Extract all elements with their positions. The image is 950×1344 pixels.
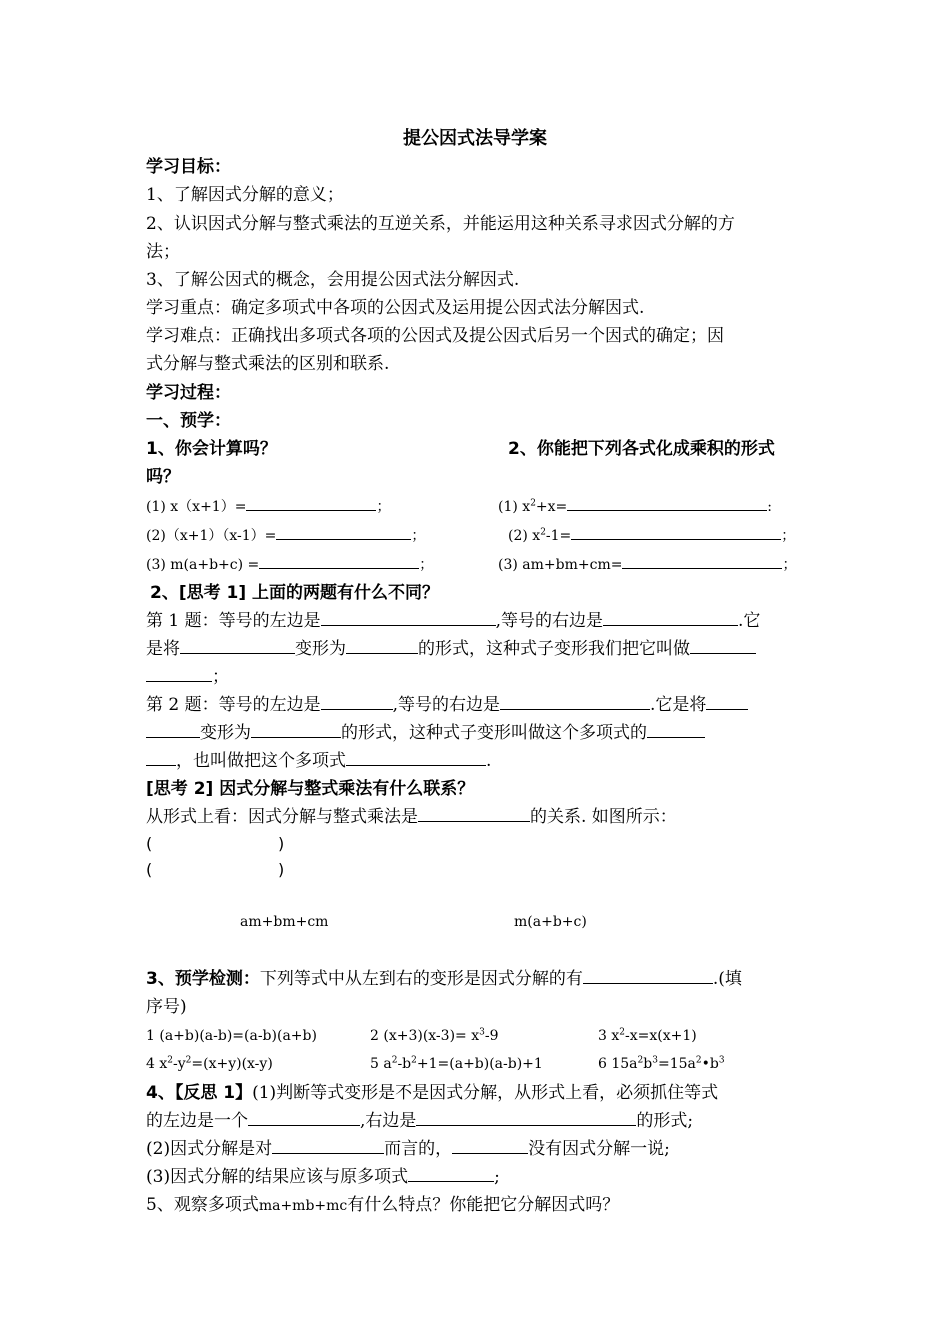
question-2: 2、你能把下列各式化成乘积的形式 — [508, 439, 775, 459]
check-ex-6: 6 $15a^2b^3=15a^2•b^3$ — [598, 1055, 725, 1072]
question-2-cont: 吗？ — [146, 467, 180, 487]
calc-item-1: (1) x（x+1）= ； — [146, 496, 390, 517]
factor-item-2: (2) $x^2-1=$ ； — [508, 525, 795, 546]
reflect-line-3: (2)因式分解是对 而言的， 没有因式分解一说; — [146, 1139, 670, 1159]
page-title: 提公因式法导学案 — [403, 128, 547, 149]
think-1: 2、[思考 1] 上面的两题有什么不同？ — [150, 583, 440, 603]
blank[interactable] — [259, 554, 419, 569]
check-ex-5: 5 $a^2-b^2+1=(a+b)(a-b)+1$ — [370, 1055, 543, 1072]
question-1: 1、你会计算吗？ — [146, 439, 277, 459]
paren-open: ( — [146, 860, 153, 879]
blank[interactable] — [408, 1167, 494, 1182]
relation-line: 从形式上看：因式分解与整式乘法是 的关系. 如图所示： — [146, 807, 677, 827]
blank[interactable] — [418, 807, 530, 822]
difficulty-line-2: 式分解与整式乘法的区别和联系. — [146, 354, 390, 374]
key-point: 学习重点：确定多项式中各项的公因式及运用提公因式法分解因式. — [146, 298, 645, 318]
blank[interactable] — [346, 751, 486, 766]
check-line-cont: 序号) — [146, 997, 187, 1017]
think-1-line-2: 是将 变形为 的形式，这种式子变形我们把它叫做 — [146, 638, 756, 660]
blank[interactable] — [647, 723, 705, 738]
process-heading: 学习过程： — [146, 383, 231, 403]
blank[interactable] — [416, 1111, 636, 1126]
question-5: 5、观察多项式ma+mb+mc有什么特点？你能把它分解因式吗？ — [146, 1195, 620, 1215]
think-2-line-2: 变形为 的形式，这种式子变形叫做这个多项式的 — [146, 722, 705, 744]
difficulty-line-1: 学习难点：正确找出多项式各项的公因式及提公因式后另一个因式的确定；因 — [146, 326, 724, 346]
think-1-line-3: ； — [146, 666, 229, 688]
blank[interactable] — [246, 496, 376, 511]
reflect-line-1: 4、【反思 1】(1)判断等式变形是不是因式分解，从形式上看，必须抓住等式 — [146, 1083, 719, 1103]
blank[interactable] — [690, 639, 756, 654]
objective-3: 3、了解公因式的概念，会用提公因式法分解因式. — [146, 270, 520, 290]
think-2-line-3: ，也叫做把这个多项式 . — [146, 750, 491, 772]
think-1-line-1: 第 1 题：等号的左边是 ,等号的右边是 .它 — [146, 611, 761, 631]
blank[interactable] — [248, 1111, 360, 1126]
reflect-line-2: 的左边是一个 ,右边是 的形式; — [146, 1111, 694, 1131]
preview-heading: 一、预学： — [146, 411, 231, 431]
blank[interactable] — [500, 695, 650, 710]
check-ex-1: 1 (a+b)(a-b)=(a-b)(a+b) — [146, 1028, 317, 1044]
factor-item-3: (3) am+bm+cm= ； — [498, 554, 796, 575]
blank[interactable] — [321, 611, 496, 626]
blank[interactable] — [251, 723, 341, 738]
blank[interactable] — [346, 639, 418, 654]
blank[interactable] — [571, 525, 781, 540]
check-ex-2: 2 $(x+3)(x-3)= x^3-9$ — [370, 1027, 499, 1044]
think-2-line-1: 第 2 题：等号的左边是 ,等号的右边是 .它是将 — [146, 694, 748, 716]
factor-item-1: (1) $x^2+x=$ : — [498, 496, 772, 517]
diagram-right: m(a+b+c) — [514, 914, 587, 930]
blank[interactable] — [706, 695, 748, 710]
blank[interactable] — [567, 496, 767, 511]
calc-item-2: (2)（x+1）（x-1）= ； — [146, 525, 425, 546]
blank[interactable] — [622, 554, 782, 569]
blank[interactable] — [583, 969, 713, 984]
blank[interactable] — [321, 695, 393, 710]
paren-open: ( — [146, 834, 153, 853]
blank[interactable] — [146, 723, 200, 738]
blank[interactable] — [272, 1139, 384, 1154]
blank[interactable] — [180, 639, 295, 654]
think-2: [思考 2] 因式分解与整式乘法有什么联系？ — [146, 779, 475, 799]
check-ex-4: 4 $x^2-y^2=(x+y)(x-y)$ — [146, 1055, 273, 1072]
blank[interactable] — [276, 525, 411, 540]
objectives-heading: 学习目标： — [146, 157, 231, 177]
diagram-left: am+bm+cm — [240, 914, 329, 930]
blank[interactable] — [146, 751, 176, 766]
reflect-line-4: (3)因式分解的结果应该与原多项式 ; — [146, 1167, 500, 1187]
objective-2-cont: 法； — [146, 242, 180, 262]
blank[interactable] — [146, 667, 212, 682]
check-ex-3: 3 $x^2-x=x(x+1)$ — [598, 1027, 697, 1044]
paren-close: ) — [278, 860, 285, 879]
calc-item-3: (3) m(a+b+c) = ； — [146, 554, 433, 575]
blank[interactable] — [452, 1139, 528, 1154]
objective-2: 2、认识因式分解与整式乘法的互逆关系，并能运用这种关系寻求因式分解的方 — [146, 214, 735, 234]
paren-close: ) — [278, 834, 285, 853]
objective-1: 1、了解因式分解的意义； — [146, 185, 344, 205]
blank[interactable] — [603, 611, 738, 626]
check-line: 3、预学检测：下列等式中从左到右的变形是因式分解的有 .(填 — [146, 969, 742, 989]
